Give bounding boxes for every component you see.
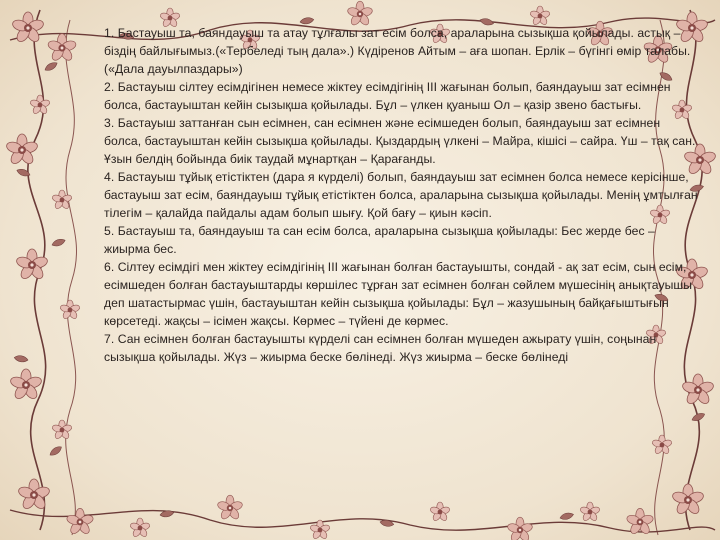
rule-paragraph-3: 3. Бастауыш заттанған сын есімнен, сан есімнен және есімшеден болып, баяндауыш зат есімнен болса, бастауыштан кейін сызықша қойылады. Қыздардың үлкені – Майра, кішісі – сайра. Үш – тақ сан. Ұзын белдің бойында биік таудай мұнартқан – Қарағанды. [104,116,696,166]
rule-paragraph-5: 5. Бастауыш та, баяндауыш та сан есім болса, араларына сызықша қойылады: Бес жерде бес – жиырма бес. [104,224,655,256]
rule-paragraph-4: 4. Бастауыш тұйық етістіктен (дара я күрделі) болып, баяндауыш зат есімнен болса немесе керісінше, бастауыш зат есім, баяндауыш тұйық етістіктен болса, араларына сызықша қойылады. Менің ұмтылған тілегім – қалайда пайдалы адам болып шығу. Қой бағу – қиын кәсіп. [104,170,698,220]
rules-text-block [104,24,700,366]
rule-paragraph-2: 2. Бастауыш сілтеу есімдігінен немесе жіктеу есімдігінің ІІІ жағынан болып, баяндауыш зат есімнен болса, бастауыштан кейін сызықша қойылады. Бұл – үлкен қуаныш Ол – қазір звено бастығы. [104,80,671,112]
rule-paragraph-7: 7. Сан есімнен болған бастауышты күрделі сан есімнен болған мүшеден ажырату үшін, соңынан сызықша қойылады. Жүз – жиырма беске бөлінеді. Жүз жиырма – беске бөлінеді [104,332,657,364]
rule-paragraph-6: 6. Сілтеу есімдігі мен жіктеу есімдігінің ІІІ жағынан болған бастауышты, сондай - ақ зат есім, сын есім, есімшеден болған бастауыштарды көршілес тұрған зат есімнен болған сөйлем мүшесінің анықтауышы деп шатастырмас үшін, бастауыштан кейін сызықша қойылады: Бұл – жазушының байқағыштығын көрсетеді. жақсы – ісімен жақсы. Көрмес – түйені де көрмес. [104,260,693,328]
rule-paragraph-1: 1. Бастауыш та, баяндауыш та атау тұлғалы зат есім болса, араларына сызықша қойылады. астық – біздің байлығымыз.(«Тербеледі тың дала».) Күдіренов Айтым – аға шопан. Ерлік – бүгінгі өмір талабы. («Дала дауылпаздары») [104,26,691,76]
flower-icon [5,12,94,536]
